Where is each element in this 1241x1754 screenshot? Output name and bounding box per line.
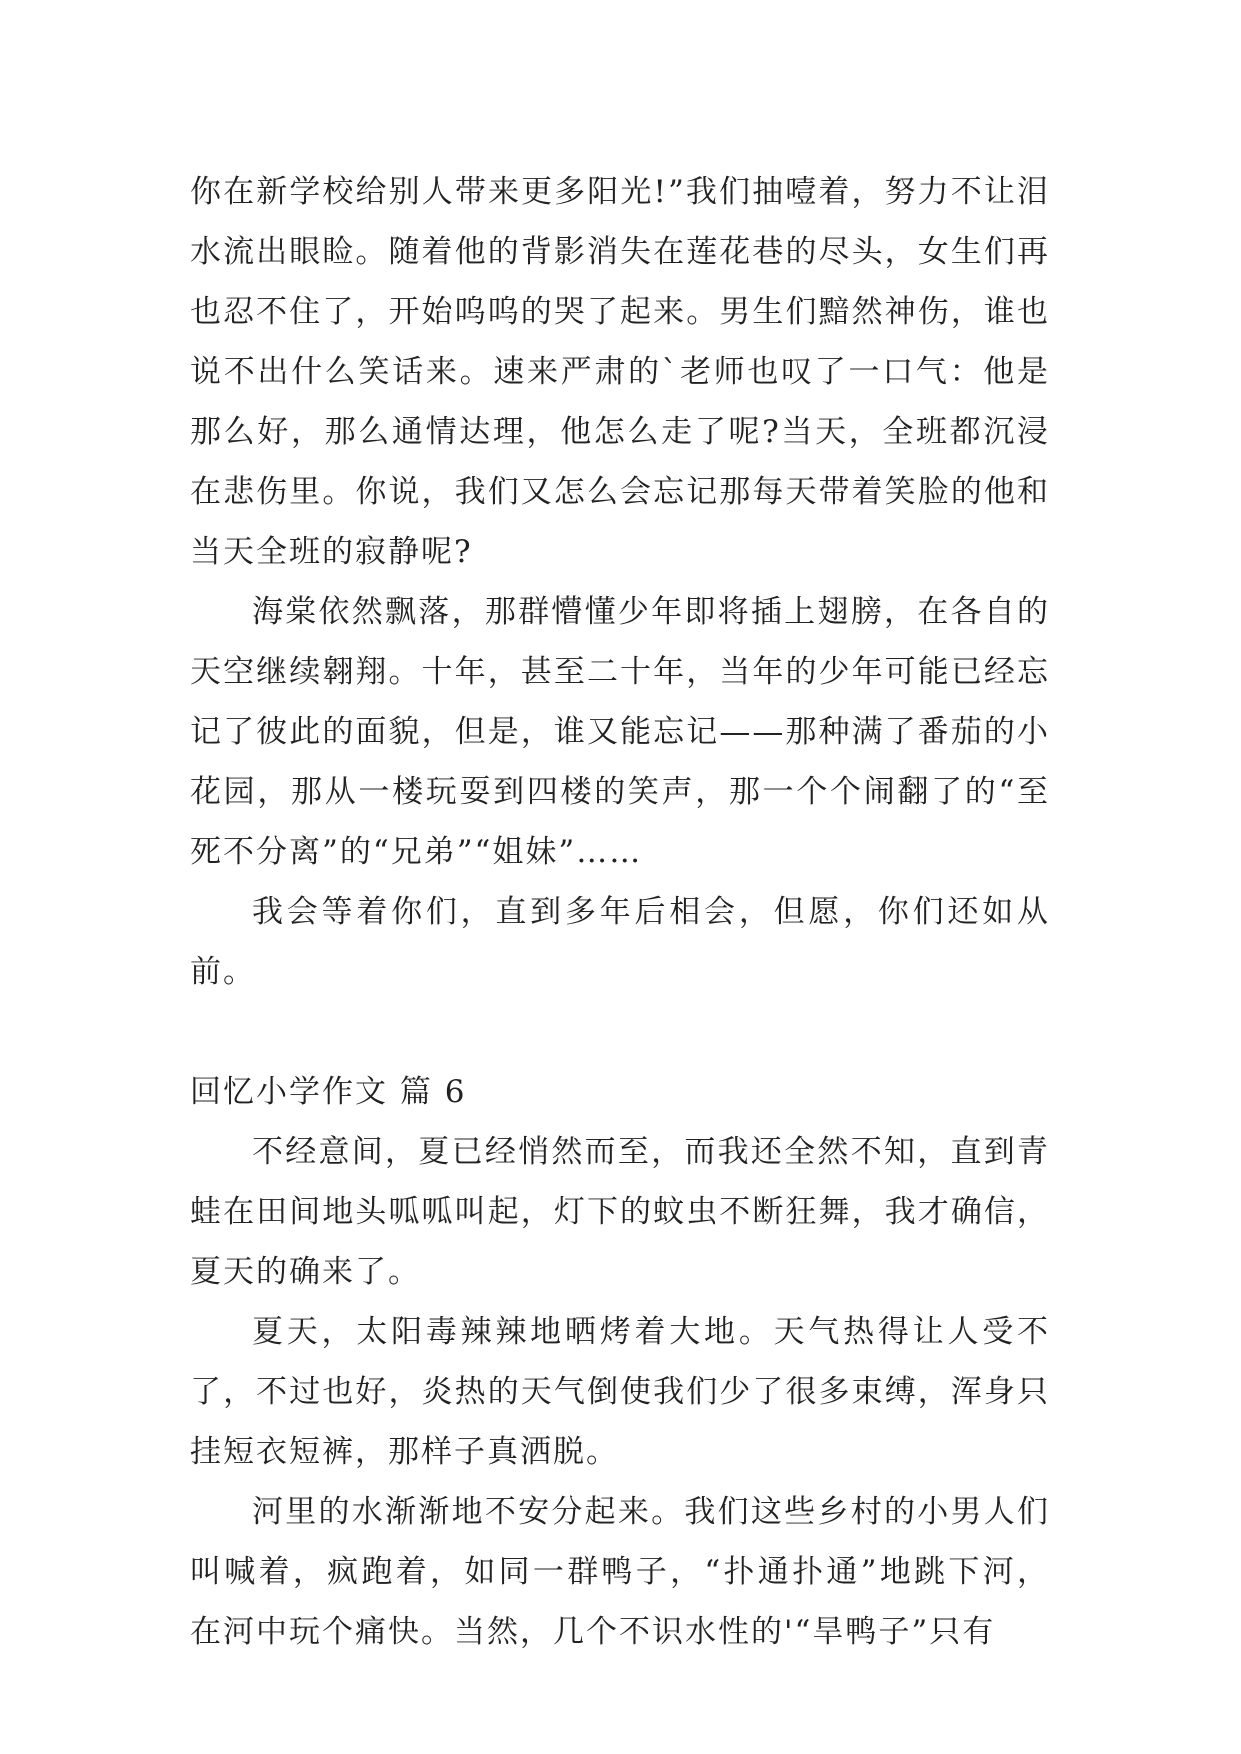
paragraph: 河里的水渐渐地不安分起来。我们这些乡村的小男人们叫喊着，疯跑着，如同一群鸭子，“扑通扑通”地跳下河，在河中玩个痛快。当然，几个不识水性的'“旱鸭子”只有 xyxy=(190,1494,1050,1650)
document-body xyxy=(190,162,1050,1662)
paragraph: 不经意间，夏已经悄然而至，而我还全然不知，直到青蛙在田间地头呱呱叫起，灯下的蚊虫不断狂舞，我才确信，夏天的确来了。 xyxy=(190,1134,1050,1290)
paragraph: 海棠依然飘落，那群懵懂少年即将插上翅膀，在各自的天空继续翱翔。十年，甚至二十年，当年的少年可能已经忘记了彼此的面貌，但是，谁又能忘记——那种满了番茄的小花园，那从一楼玩耍到四楼的笑声，那一个个闹翻了的“至死不分离”的“兄弟”“姐妹”…… xyxy=(190,594,1050,870)
paragraph: 我会等着你们，直到多年后相会，但愿，你们还如从前。 xyxy=(190,894,1050,990)
paragraph: 夏天，太阳毒辣辣地晒烤着大地。天气热得让人受不了，不过也好，炎热的天气倒使我们少了很多束缚，浑身只挂短衣短裤，那样子真洒脱。 xyxy=(190,1314,1050,1470)
section-heading: 回忆小学作文 篇 6 xyxy=(190,1074,467,1110)
paragraph-continued: 你在新学校给别人带来更多阳光!”我们抽噎着，努力不让泪水流出眼睑。随着他的背影消失在莲花巷的尽头，女生们再也忍不住了，开始呜呜的哭了起来。男生们黯然神伤，谁也说不出什么笑话来。速来严肃的`老师也叹了一口气：他是那么好，那么通情达理，他怎么走了呢?当天，全班都沉浸在悲伤里。你说，我们又怎么会忘记那每天带着笑脸的他和当天全班的寂静呢? xyxy=(190,174,1050,570)
